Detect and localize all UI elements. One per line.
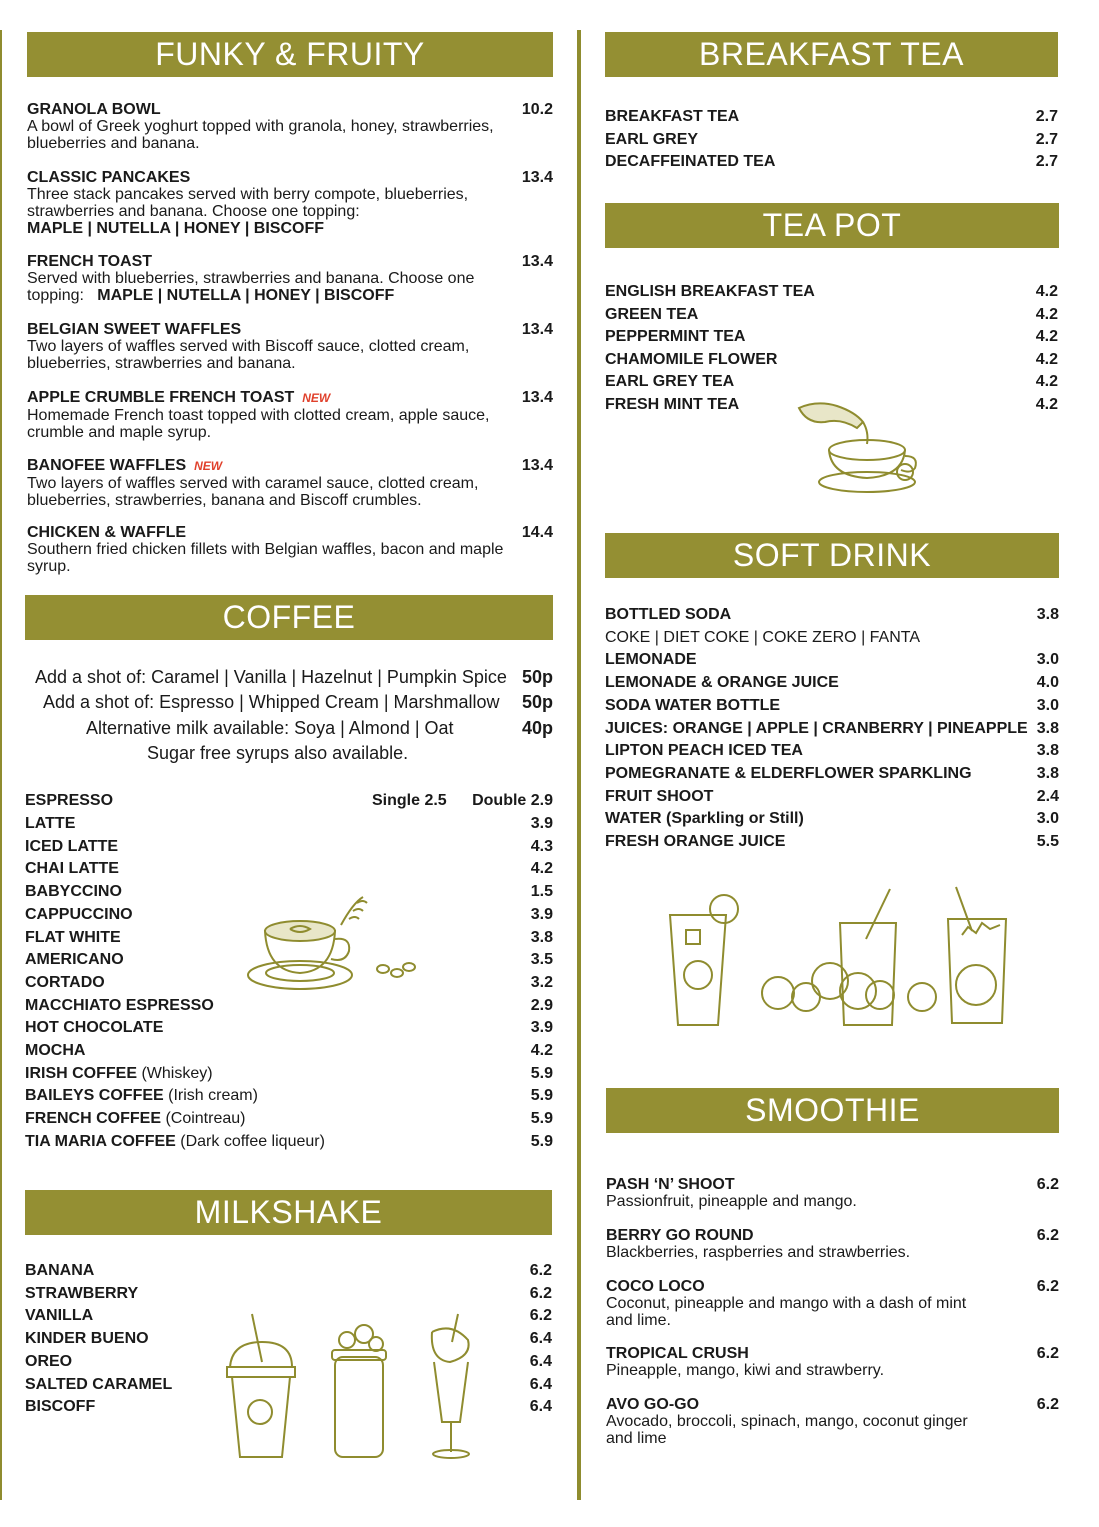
item-price: 3.9: [530, 905, 553, 923]
item-description: Avocado, broccoli, spinach, mango, coconut ginger and lime: [606, 1413, 968, 1447]
item-name: BANOFEE WAFFLES: [27, 457, 187, 474]
menu-item: [27, 321, 553, 375]
item-price: 2.4: [1036, 787, 1059, 805]
item-name: FRESH MINT TEA: [605, 396, 740, 413]
item-price: 4.2: [1035, 350, 1058, 368]
item-price: 13.4: [521, 253, 553, 270]
item-name: APPLE CRUMBLE FRENCH TOAST: [27, 389, 295, 406]
menu-item: [606, 1176, 1059, 1210]
espresso-double-price: Double 2.9: [472, 792, 553, 809]
menu-item-row: [605, 650, 1059, 669]
item-note: (Cointreau): [161, 1110, 246, 1128]
menu-item-row: [25, 1261, 552, 1280]
item-name: TROPICAL CRUSH: [606, 1345, 749, 1362]
item-name: BOTTLED SODA: [605, 606, 732, 623]
item-name: CHAI LATTE: [25, 860, 119, 878]
item-price: 5.9: [530, 1064, 553, 1082]
coffee-addon-row: [43, 691, 553, 713]
center-divider: [577, 30, 581, 1500]
item-description: Coconut, pineapple and mango with a dash of mint and lime.: [606, 1295, 967, 1329]
item-price: 3.8: [1036, 606, 1059, 623]
section-title: SOFT DRINK: [732, 537, 932, 573]
menu-item-row: [605, 130, 1058, 149]
item-name: POMEGRANATE & ELDERFLOWER SPARKLING: [605, 764, 972, 782]
item-name: CORTADO: [25, 973, 105, 991]
menu-item-row: [25, 1064, 553, 1083]
addon-price: 50p: [521, 692, 553, 712]
item-name-line: [27, 253, 553, 270]
item-description: [27, 186, 507, 237]
item-price: 3.8: [530, 928, 553, 946]
item-price: 6.4: [529, 1330, 552, 1348]
item-name: LIPTON PEACH ICED TEA: [605, 742, 803, 760]
coffee-addon-row: [86, 717, 553, 739]
soft-drink-banner: [605, 533, 1059, 578]
section-title: FUNKY & FRUITY: [155, 36, 425, 72]
item-price: 3.5: [530, 951, 553, 969]
item-note: (Irish cream): [163, 1087, 258, 1105]
item-description: [27, 270, 507, 304]
item-name: DECAFFEINATED TEA: [605, 153, 776, 171]
item-name: LEMONADE & ORANGE JUICE: [605, 674, 839, 692]
menu-item-row: [605, 673, 1059, 692]
menu-item-row: [25, 1086, 553, 1105]
teapot-pouring-icon: [797, 398, 922, 496]
item-name: BISCOFF: [25, 1398, 96, 1416]
item-price: 13.4: [521, 389, 553, 406]
item-price: 3.9: [530, 815, 553, 832]
breakfast-tea-banner: [605, 32, 1058, 77]
item-price: 3.9: [530, 1019, 553, 1037]
menu-item: [606, 1227, 1059, 1261]
new-badge: NEW: [194, 459, 223, 473]
menu-item-row: [605, 696, 1059, 715]
menu-item-row: [25, 1041, 553, 1060]
menu-item-row: [605, 350, 1058, 369]
new-badge: NEW: [302, 391, 331, 405]
menu-item-row: [605, 605, 1059, 624]
item-price: 10.2: [521, 101, 553, 118]
item-name-line: [27, 524, 553, 541]
item-price: 2.7: [1035, 130, 1058, 148]
item-price: 3.8: [1036, 742, 1059, 760]
menu-item-row: [25, 1284, 552, 1303]
item-name: IRISH COFFEE: [25, 1064, 138, 1082]
item-price: 6.2: [1036, 1396, 1059, 1413]
milkshake-banner: [25, 1190, 552, 1235]
item-name: CHICKEN & WAFFLE: [27, 524, 187, 541]
item-price: 4.3: [530, 837, 553, 855]
juice-glasses-icon: [666, 885, 1011, 1030]
item-price: 6.2: [529, 1262, 552, 1279]
menu-item-row: [605, 809, 1059, 828]
item-price: 4.2: [530, 1042, 553, 1059]
item-name-line: [27, 169, 553, 186]
menu-item-row: [605, 152, 1058, 171]
item-name: EARL GREY TEA: [605, 373, 735, 391]
left-edge-line: [0, 30, 2, 1500]
item-name: EARL GREY: [605, 130, 699, 148]
item-name: COKE | DIET COKE | COKE ZERO | FANTA: [605, 628, 921, 646]
item-price: 6.4: [529, 1375, 552, 1393]
item-name: FRESH ORANGE JUICE: [605, 833, 786, 850]
menu-item-row: [25, 837, 553, 856]
item-price: 5.5: [1036, 833, 1059, 850]
item-price: 6.4: [529, 1398, 552, 1416]
item-name: BAILEYS COFFEE: [25, 1087, 164, 1105]
menu-item: [27, 457, 553, 511]
menu-item-row: [25, 814, 553, 833]
menu-item-row: [25, 1109, 553, 1128]
item-price: 3.2: [530, 973, 553, 991]
item-price: 4.0: [1036, 674, 1059, 692]
item-name: BELGIAN SWEET WAFFLES: [27, 321, 242, 338]
item-name: AMERICANO: [25, 951, 124, 969]
menu-item: [27, 101, 553, 155]
menu-item-row: [605, 282, 1058, 301]
item-name: LATTE: [25, 815, 76, 832]
item-price: 6.2: [1036, 1278, 1059, 1295]
section-title: BREAKFAST TEA: [699, 36, 964, 72]
menu-item-row: [25, 1018, 553, 1037]
item-name: GRANOLA BOWL: [27, 101, 161, 118]
funky-fruity-banner: [27, 32, 553, 77]
item-description: [27, 407, 507, 441]
menu-item-row: [605, 741, 1059, 760]
menu-item-row: [605, 719, 1059, 738]
coffee-addon-row: [35, 666, 553, 688]
item-note: (Whiskey): [137, 1064, 213, 1082]
item-name: FRUIT SHOOT: [605, 787, 714, 805]
item-price: 5.9: [530, 1110, 553, 1128]
item-description: Passionfruit, pineapple and mango.: [606, 1193, 857, 1210]
menu-item-row: [605, 764, 1059, 783]
item-price: 13.4: [521, 169, 553, 186]
menu-item: [27, 524, 553, 578]
item-name: FRENCH COFFEE: [25, 1110, 161, 1128]
menu-item: [606, 1396, 1059, 1447]
menu-item-row: [605, 832, 1059, 851]
item-name: KINDER BUENO: [25, 1330, 149, 1348]
section-title: COFFEE: [222, 599, 356, 635]
item-price: 4.2: [1035, 283, 1058, 300]
section-title: TEA POT: [762, 207, 902, 243]
menu-item-row: [605, 628, 1059, 647]
item-description: Pineapple, mango, kiwi and strawberry.: [606, 1362, 885, 1379]
addon-text: Sugar free syrups also available.: [147, 743, 409, 763]
addon-text: Add a shot of: Caramel | Vanilla | Hazelnut | Pumpkin Spice: [35, 667, 507, 687]
addon-text: Alternative milk available: Soya | Almond | Oat: [86, 718, 454, 738]
menu-item: [27, 389, 553, 443]
item-name: FRENCH TOAST: [27, 253, 153, 270]
coffee-banner: [25, 595, 553, 640]
item-price: 2.7: [1035, 153, 1058, 171]
section-title: MILKSHAKE: [194, 1194, 383, 1230]
description-text: Served with blueberries, strawberries and banana. Choose one topping:: [27, 270, 475, 304]
addon-price: 40p: [521, 718, 553, 738]
item-name: STRAWBERRY: [25, 1284, 139, 1302]
item-name: GREEN TEA: [605, 305, 699, 323]
item-name: WATER (Sparkling or Still): [605, 810, 804, 828]
item-name: PASH ‘N’ SHOOT: [606, 1176, 735, 1193]
item-price: 3.8: [1036, 719, 1059, 737]
item-name: BERRY GO ROUND: [606, 1227, 754, 1244]
description-text: Southern fried chicken fillets with Belgian waffles, bacon and maple syrup.: [27, 541, 504, 575]
item-name: SALTED CARAMEL: [25, 1375, 173, 1393]
topping-options: MAPLE | NUTELLA | HONEY | BISCOFF: [97, 287, 395, 304]
item-name: OREO: [25, 1352, 73, 1370]
item-description: [27, 338, 507, 372]
item-name-line: [27, 457, 553, 475]
menu-item-row: [605, 787, 1059, 806]
item-price: 6.4: [529, 1352, 552, 1370]
section-title: SMOOTHIE: [745, 1092, 920, 1128]
menu-item: [606, 1345, 1059, 1379]
item-price: 2.9: [530, 996, 553, 1014]
item-name: VANILLA: [25, 1307, 94, 1325]
item-name: ENGLISH BREAKFAST TEA: [605, 283, 815, 300]
menu-item-row: [605, 107, 1058, 126]
coffee-addon-row: [147, 742, 447, 764]
item-description: [27, 541, 507, 575]
item-name: JUICES: ORANGE | APPLE | CRANBERRY | PINEAPPLE: [605, 719, 1028, 737]
item-price: 6.2: [1036, 1227, 1059, 1244]
item-name-line: [27, 389, 553, 407]
item-name: BANANA: [25, 1262, 95, 1279]
item-description: [27, 475, 507, 509]
description-text: Two layers of waffles served with caramel sauce, clotted cream, blueberries, strawberries, banana and Biscoff crumbles.: [27, 475, 479, 509]
item-name: SODA WATER BOTTLE: [605, 696, 781, 714]
item-name: LEMONADE: [605, 651, 697, 669]
item-price: 4.2: [1035, 328, 1058, 346]
item-name: PEPPERMINT TEA: [605, 328, 746, 346]
menu-item: [27, 169, 553, 241]
item-price: 3.0: [1036, 696, 1059, 714]
item-name: BREAKFAST TEA: [605, 108, 740, 125]
tea-pot-banner: [605, 203, 1059, 248]
item-name: BABYCCINO: [25, 883, 122, 901]
item-price: 4.2: [1035, 396, 1058, 413]
menu-item-row: [605, 305, 1058, 324]
milkshake-cups-icon: [222, 1312, 497, 1462]
item-price: 6.2: [529, 1284, 552, 1302]
addon-text: Add a shot of: Espresso | Whipped Cream | Marshmallow: [43, 692, 500, 712]
description-text: A bowl of Greek yoghurt topped with granola, honey, strawberries, blueberries and banana.: [27, 118, 494, 152]
item-name: HOT CHOCOLATE: [25, 1019, 164, 1037]
espresso-single-price: Single 2.5: [372, 792, 447, 809]
coffee-cup-icon: [245, 893, 430, 1003]
menu-item: [27, 253, 553, 307]
espresso-row: [25, 791, 553, 810]
item-price: 13.4: [521, 321, 553, 338]
description-text: Homemade French toast topped with clotted cream, apple sauce, crumble and maple syrup.: [27, 407, 490, 441]
item-price: 6.2: [1036, 1345, 1059, 1362]
item-price: 13.4: [521, 457, 553, 474]
item-name-line: [27, 101, 553, 118]
item-price: 14.4: [521, 524, 553, 541]
item-price: 6.2: [1036, 1176, 1059, 1193]
item-name: ESPRESSO: [25, 792, 114, 809]
item-name: CHAMOMILE FLOWER: [605, 350, 778, 368]
item-name: MOCHA: [25, 1042, 86, 1059]
menu-item-row: [605, 372, 1058, 391]
menu-item: [606, 1278, 1059, 1329]
item-price: 4.2: [1035, 373, 1058, 391]
description-text: Two layers of waffles served with Biscoff sauce, clotted cream, blueberries, strawberries and banana.: [27, 338, 470, 372]
menu-item-row: [605, 327, 1058, 346]
item-name: CAPPUCCINO: [25, 905, 133, 923]
menu-item-row: [25, 1132, 553, 1151]
item-name-line: [27, 321, 553, 338]
smoothie-banner: [606, 1088, 1059, 1133]
item-price: 5.9: [530, 1132, 553, 1150]
menu-item-row: [25, 859, 553, 878]
item-price: 5.9: [530, 1087, 553, 1105]
item-name: COCO LOCO: [606, 1278, 705, 1295]
item-price: 6.2: [529, 1307, 552, 1325]
item-description: Blackberries, raspberries and strawberries.: [606, 1244, 911, 1261]
item-price: 2.7: [1035, 108, 1058, 125]
description-text: Three stack pancakes served with berry compote, blueberries, strawberries and banana. Choose one topping:: [27, 186, 469, 220]
item-name: ICED LATTE: [25, 837, 119, 855]
topping-options: MAPLE | NUTELLA | HONEY | BISCOFF: [27, 220, 324, 237]
item-name: TIA MARIA COFFEE: [25, 1132, 176, 1150]
item-price: 1.5: [530, 883, 553, 901]
item-note: (Dark coffee liqueur): [175, 1132, 325, 1150]
item-name: AVO GO-GO: [606, 1396, 700, 1413]
item-price: 4.2: [1035, 305, 1058, 323]
item-price: 3.0: [1036, 651, 1059, 669]
item-name: MACCHIATO ESPRESSO: [25, 996, 214, 1014]
item-price: 4.2: [530, 860, 553, 878]
item-price: 3.8: [1036, 764, 1059, 782]
item-price: 3.0: [1036, 810, 1059, 828]
item-name: FLAT WHITE: [25, 928, 121, 946]
item-description: [27, 118, 507, 152]
addon-price: 50p: [521, 667, 553, 687]
item-name: CLASSIC PANCAKES: [27, 169, 191, 186]
